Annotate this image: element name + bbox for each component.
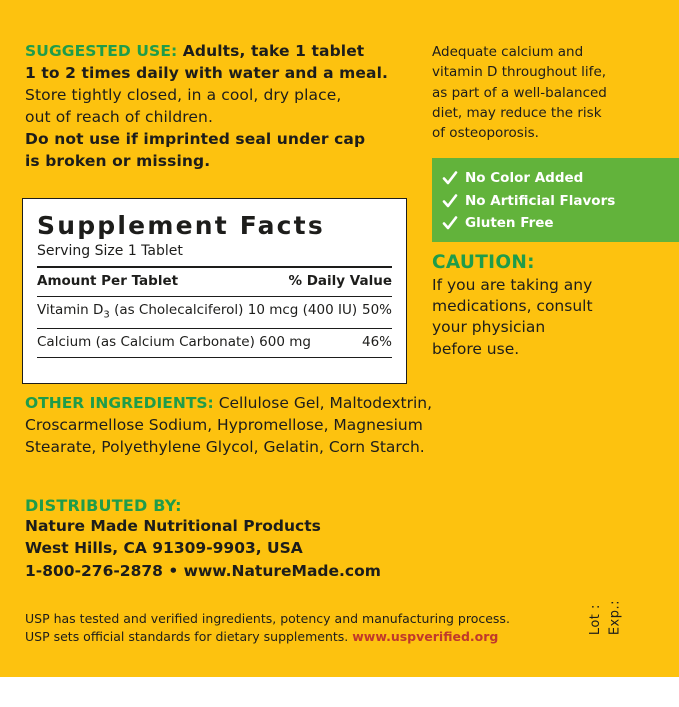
suggested-use-text [25, 40, 417, 172]
usp-note-line2-text: USP sets official standards for dietary supplements. [25, 629, 353, 645]
usp-note-line2 [25, 628, 545, 646]
lot-label: Lot : [588, 604, 603, 636]
caution-line1: If you are taking any [432, 276, 593, 294]
distributor-address: West Hills, CA 91309-9903, USA [25, 539, 303, 558]
caution-text [432, 275, 632, 360]
suggested-use-block [25, 40, 417, 172]
distributor-name: Nature Made Nutritional Products [25, 517, 321, 535]
distributed-by-block [25, 496, 435, 582]
suggested-use-line2: 1 to 2 times daily with water and a meal. [25, 64, 388, 82]
divider-bottom [37, 357, 392, 358]
serving-size: Serving Size 1 Tablet [37, 243, 183, 259]
distributor-contact: 1-800-276-2878 • www.NatureMade.com [25, 561, 381, 580]
column-amount-per-tablet: Amount Per Tablet [37, 272, 179, 289]
check-icon [442, 170, 458, 186]
table-row [37, 334, 392, 350]
calcium-claim-line2: vitamin D throughout life, [432, 64, 607, 81]
divider-header [37, 296, 392, 298]
table-row [37, 302, 392, 321]
claim-label: No Color Added [465, 170, 584, 186]
nutrient-name-calcium: Calcium (as Calcium Carbonate) 600 mg [37, 333, 311, 350]
nutrient-amount: (as Cholecalciferol) 10 mcg (400 IU) [109, 302, 358, 318]
claim-label: Gluten Free [465, 215, 554, 231]
suggested-use-line5: Do not use if imprinted seal under cap [25, 130, 366, 148]
other-ingredients-text: Cellulose Gel, Maltodextrin, Croscarmellose Sodium, Hypromellose, Magnesium Stearate, Polyethylene Glycol, Gelatin, Corn Starch. [25, 394, 433, 456]
divider-row [37, 328, 392, 329]
supplement-facts-header-row [37, 273, 392, 289]
usp-note-block [25, 610, 545, 646]
suggested-use-line1: Adults, take 1 tablet [177, 42, 365, 60]
nutrient-name-part: Vitamin D [37, 302, 104, 318]
bottom-margin [0, 677, 679, 707]
usp-verified-link[interactable]: www.uspverified.org [352, 629, 499, 645]
caution-line3: your physician [432, 318, 546, 337]
claim-item [442, 212, 679, 234]
other-ingredients-block [25, 392, 435, 458]
claims-badge-panel [432, 158, 679, 242]
column-daily-value: % Daily Value [288, 272, 392, 289]
nutrient-name-subscript: 3 [103, 309, 110, 321]
usp-note-line1: USP has tested and verified ingredients, potency and manufacturing process. [25, 611, 510, 626]
other-ingredients-heading: OTHER INGREDIENTS: [25, 394, 214, 412]
claim-item [442, 190, 679, 212]
nutrient-name-vitamin-d3 [37, 302, 357, 321]
claim-item [442, 158, 679, 190]
nutrient-daily-value: 50% [361, 302, 392, 318]
nutrient-daily-value: 46% [361, 333, 392, 350]
caution-line2: medications, consult [432, 297, 593, 316]
check-icon [442, 215, 458, 231]
caution-block [432, 252, 632, 360]
check-icon [442, 193, 458, 209]
supplement-facts-panel [22, 198, 407, 384]
caution-line4: before use. [432, 339, 520, 358]
calcium-claim-line1: Adequate calcium and [432, 44, 584, 60]
suggested-use-heading: SUGGESTED USE: [25, 42, 178, 60]
calcium-claim-block [432, 42, 612, 143]
calcium-claim-line5: of osteoporosis. [432, 125, 539, 141]
suggested-use-line4: out of reach of children. [25, 108, 214, 126]
calcium-claim-line3: as part of a well-balanced [432, 84, 607, 101]
supplement-facts-title: Supplement Facts [37, 211, 325, 240]
claim-label: No Artificial Flavors [465, 193, 616, 209]
distributed-by-heading: DISTRIBUTED BY: [25, 496, 182, 515]
lot-exp-block [586, 600, 625, 635]
calcium-claim-line4: diet, may reduce the risk [432, 104, 602, 121]
suggested-use-line6: is broken or missing. [25, 152, 211, 170]
caution-heading: CAUTION: [432, 252, 535, 273]
divider-top [37, 266, 392, 268]
exp-label: Exp.: [607, 600, 623, 636]
suggested-use-line3: Store tightly closed, in a cool, dry place, [25, 86, 342, 104]
